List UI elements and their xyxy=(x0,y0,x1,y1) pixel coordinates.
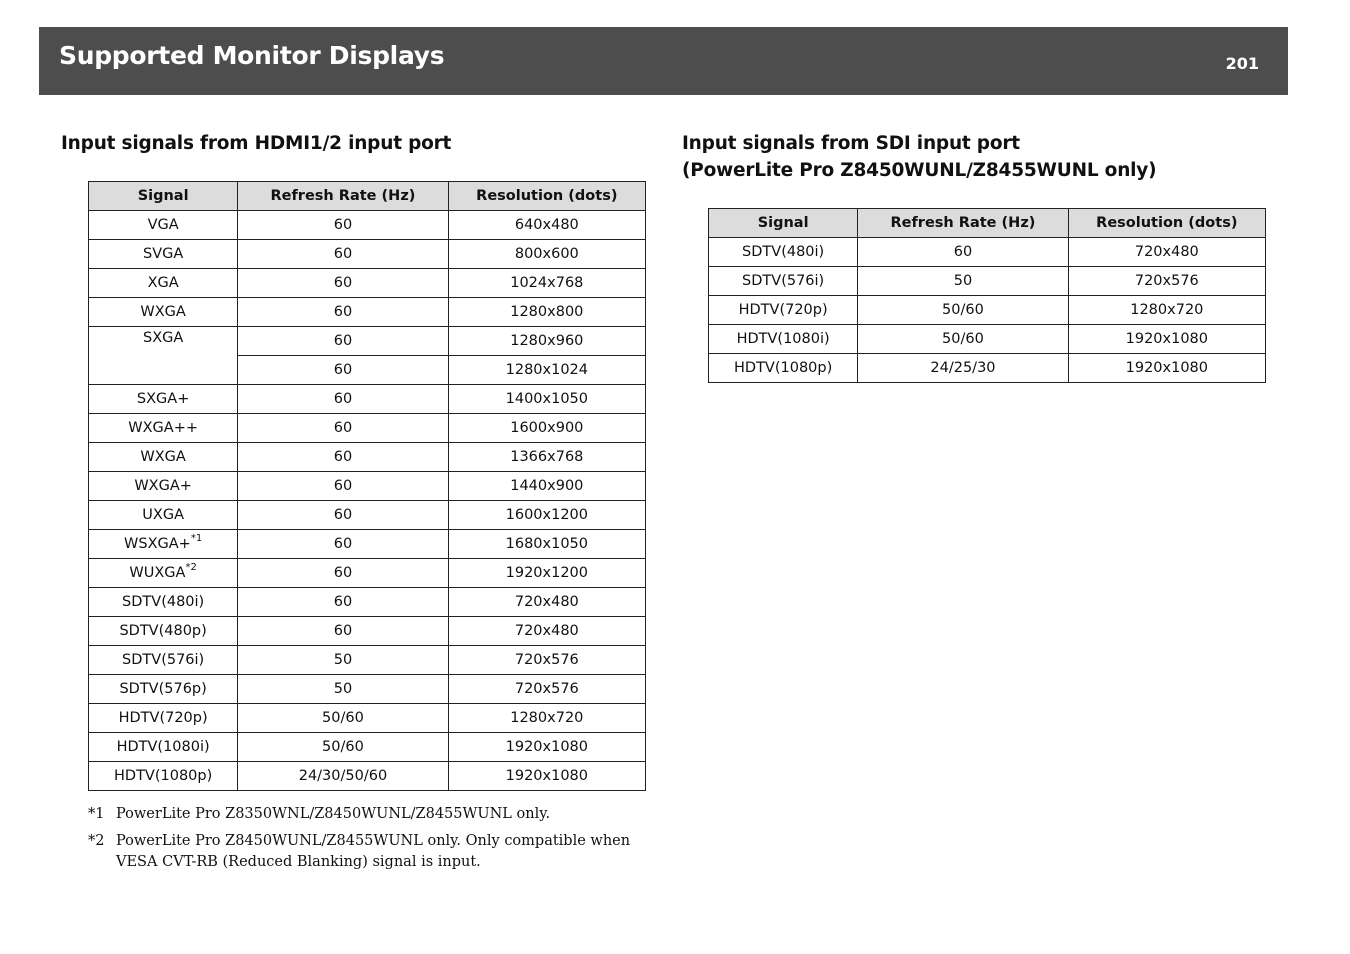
resolution-cell: 720x480 xyxy=(1068,238,1265,267)
resolution-cell: 720x480 xyxy=(448,617,645,646)
signal-cell: SDTV(576i) xyxy=(709,267,858,296)
signal-cell xyxy=(89,501,238,530)
resolution-cell: 1024x768 xyxy=(448,269,645,298)
signal-name: SXGA xyxy=(142,330,184,346)
refresh-rate-cell: 60 xyxy=(238,559,448,588)
resolution-cell: 1920x1080 xyxy=(1068,354,1265,383)
footnote-ref: *1 xyxy=(190,533,203,544)
column-header-resolution: Resolution (dots) xyxy=(1068,209,1265,238)
signal-cell: SDTV(480i) xyxy=(709,238,858,267)
resolution-cell: 800x600 xyxy=(448,240,645,269)
resolution-cell: 640x480 xyxy=(448,211,645,240)
resolution-cell: 1680x1050 xyxy=(448,530,645,559)
table-row xyxy=(89,414,646,443)
refresh-rate-cell: 60 xyxy=(238,327,448,356)
resolution-cell: 1920x1200 xyxy=(448,559,645,588)
hdmi-signal-table xyxy=(88,181,646,791)
refresh-rate-cell: 60 xyxy=(238,211,448,240)
resolution-cell: 720x576 xyxy=(448,646,645,675)
table-header-row xyxy=(709,209,1266,238)
refresh-rate-cell: 60 xyxy=(238,269,448,298)
resolution-cell: 1920x1080 xyxy=(448,762,645,791)
refresh-rate-cell: 60 xyxy=(238,472,448,501)
signal-cell xyxy=(89,298,238,327)
table-row xyxy=(709,296,1266,325)
refresh-rate-cell: 60 xyxy=(238,588,448,617)
signal-cell xyxy=(89,269,238,298)
refresh-rate-cell: 60 xyxy=(238,443,448,472)
signal-name: SDTV(576p) xyxy=(119,681,207,697)
column-header-refresh-rate: Refresh Rate (Hz) xyxy=(238,182,448,211)
signal-name: WXGA xyxy=(140,304,186,320)
resolution-cell: 1920x1080 xyxy=(448,733,645,762)
signal-cell xyxy=(89,704,238,733)
signal-cell xyxy=(89,675,238,704)
signal-cell xyxy=(89,385,238,414)
resolution-cell: 1280x800 xyxy=(448,298,645,327)
resolution-cell: 720x480 xyxy=(448,588,645,617)
refresh-rate-cell: 50 xyxy=(238,646,448,675)
table-row xyxy=(709,354,1266,383)
resolution-cell: 1280x1024 xyxy=(448,356,645,385)
resolution-cell: 720x576 xyxy=(448,675,645,704)
table-row xyxy=(89,733,646,762)
signal-cell xyxy=(89,472,238,501)
refresh-rate-cell: 24/30/50/60 xyxy=(238,762,448,791)
table-row xyxy=(89,298,646,327)
signal-cell xyxy=(89,646,238,675)
hdmi-section-heading: Input signals from HDMI1/2 input port xyxy=(61,133,452,154)
refresh-rate-cell: 50 xyxy=(858,267,1068,296)
table-row xyxy=(89,646,646,675)
footnote-text: PowerLite Pro Z8450WUNL/Z8455WUNL only. Only compatible when VESA CVT-RB (Reduced Blanking) signal is input. xyxy=(116,833,631,870)
refresh-rate-cell: 50/60 xyxy=(858,325,1068,354)
resolution-cell: 1600x1200 xyxy=(448,501,645,530)
table-row xyxy=(89,211,646,240)
signal-name: SXGA+ xyxy=(136,391,190,407)
signal-cell xyxy=(89,327,238,385)
page-title: Supported Monitor Displays xyxy=(59,41,445,70)
signal-name: WXGA xyxy=(140,449,186,465)
column-header-signal: Signal xyxy=(89,182,238,211)
signal-cell xyxy=(89,414,238,443)
table-row xyxy=(89,530,646,559)
signal-cell xyxy=(89,588,238,617)
table-header-row xyxy=(89,182,646,211)
signal-cell: HDTV(720p) xyxy=(709,296,858,325)
resolution-cell: 1366x768 xyxy=(448,443,645,472)
signal-name: SDTV(480p) xyxy=(119,623,207,639)
sdi-heading-line2: (PowerLite Pro Z8450WUNL/Z8455WUNL only) xyxy=(682,160,1157,181)
signal-cell: HDTV(1080i) xyxy=(709,325,858,354)
table-row xyxy=(89,704,646,733)
table-row xyxy=(709,238,1266,267)
resolution-cell: 1920x1080 xyxy=(1068,325,1265,354)
resolution-cell: 1400x1050 xyxy=(448,385,645,414)
refresh-rate-cell: 60 xyxy=(238,530,448,559)
signal-cell xyxy=(89,733,238,762)
signal-name: HDTV(1080i) xyxy=(116,739,210,755)
footnote-text: PowerLite Pro Z8350WNL/Z8450WUNL/Z8455WUNL only. xyxy=(116,806,551,822)
sdi-heading-line1: Input signals from SDI input port xyxy=(682,133,1020,154)
signal-name: WXGA++ xyxy=(128,420,198,436)
resolution-cell: 1280x960 xyxy=(448,327,645,356)
signal-name: UXGA xyxy=(142,507,184,523)
refresh-rate-cell: 60 xyxy=(238,617,448,646)
signal-cell xyxy=(89,559,238,588)
refresh-rate-cell: 60 xyxy=(238,240,448,269)
column-header-resolution: Resolution (dots) xyxy=(448,182,645,211)
table-row xyxy=(89,385,646,414)
table-row xyxy=(89,501,646,530)
signal-name: WXGA+ xyxy=(134,478,192,494)
sdi-signal-table xyxy=(708,208,1266,383)
header-bar xyxy=(39,27,1288,95)
refresh-rate-cell: 24/25/30 xyxy=(858,354,1068,383)
resolution-cell: 1600x900 xyxy=(448,414,645,443)
signal-cell: HDTV(1080p) xyxy=(709,354,858,383)
signal-cell xyxy=(89,617,238,646)
table-row xyxy=(89,327,646,356)
signal-cell xyxy=(89,530,238,559)
signal-cell xyxy=(89,240,238,269)
refresh-rate-cell: 60 xyxy=(238,385,448,414)
signal-cell xyxy=(89,762,238,791)
refresh-rate-cell: 60 xyxy=(238,298,448,327)
refresh-rate-cell: 50/60 xyxy=(238,704,448,733)
table-row xyxy=(89,617,646,646)
signal-name: HDTV(1080p) xyxy=(114,768,213,784)
page-number: 201 xyxy=(1225,54,1259,73)
footnote-mark: *2 xyxy=(88,833,105,849)
sdi-section-heading xyxy=(682,130,1156,184)
refresh-rate-cell: 60 xyxy=(238,501,448,530)
signal-cell xyxy=(89,443,238,472)
table-row xyxy=(89,269,646,298)
signal-name: WUXGA xyxy=(129,565,186,581)
table-row xyxy=(89,762,646,791)
signal-name: SVGA xyxy=(142,246,184,262)
refresh-rate-cell: 50/60 xyxy=(858,296,1068,325)
resolution-cell: 1440x900 xyxy=(448,472,645,501)
signal-name: WSXGA+ xyxy=(124,536,191,552)
footnote-ref: *2 xyxy=(185,562,197,573)
signal-name: HDTV(720p) xyxy=(118,710,208,726)
refresh-rate-cell: 60 xyxy=(238,356,448,385)
resolution-cell: 720x576 xyxy=(1068,267,1265,296)
refresh-rate-cell: 50 xyxy=(238,675,448,704)
refresh-rate-cell: 60 xyxy=(858,238,1068,267)
column-header-refresh-rate: Refresh Rate (Hz) xyxy=(858,209,1068,238)
footnotes xyxy=(88,804,648,879)
signal-name: SDTV(480i) xyxy=(122,594,205,610)
refresh-rate-cell: 50/60 xyxy=(238,733,448,762)
table-row xyxy=(89,472,646,501)
table-row xyxy=(709,267,1266,296)
footnote-mark: *1 xyxy=(88,806,105,822)
table-row xyxy=(709,325,1266,354)
signal-name: XGA xyxy=(147,275,179,291)
table-row xyxy=(89,675,646,704)
signal-name: SDTV(576i) xyxy=(122,652,205,668)
resolution-cell: 1280x720 xyxy=(1068,296,1265,325)
footnote xyxy=(88,804,648,825)
table-row xyxy=(89,559,646,588)
column-header-signal: Signal xyxy=(709,209,858,238)
signal-name: VGA xyxy=(147,217,179,233)
table-row xyxy=(89,240,646,269)
footnote xyxy=(88,831,648,873)
signal-cell xyxy=(89,211,238,240)
resolution-cell: 1280x720 xyxy=(448,704,645,733)
table-row xyxy=(89,588,646,617)
refresh-rate-cell: 60 xyxy=(238,414,448,443)
table-row xyxy=(89,443,646,472)
